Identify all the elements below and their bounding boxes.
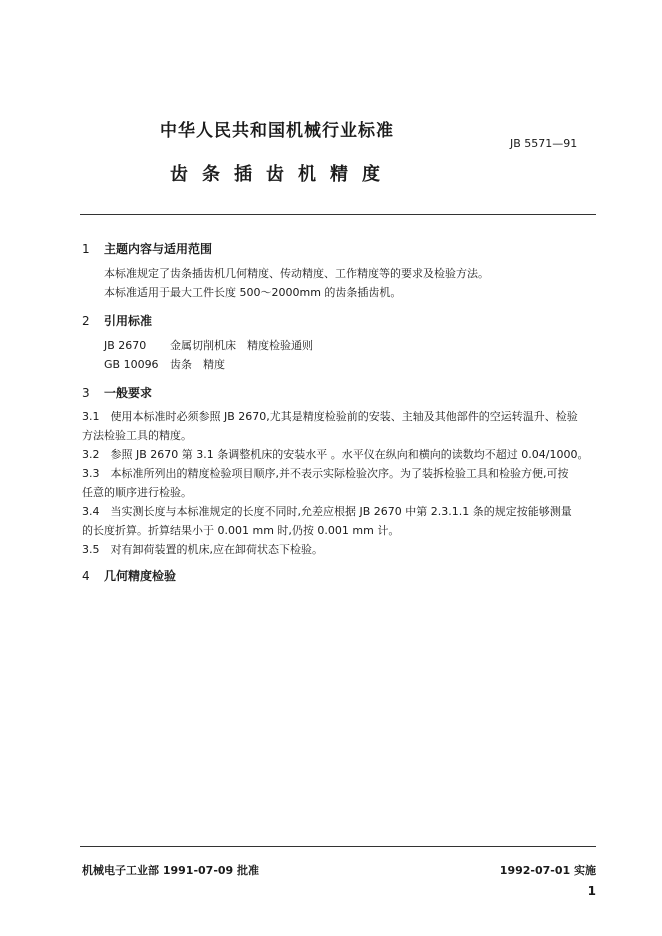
reference-item	[104, 337, 313, 353]
standard-code: JB 5571—91	[510, 137, 578, 150]
section-number: 3	[82, 386, 90, 400]
section-title: 一般要求	[104, 386, 153, 400]
approval-date: 机械电子工业部 1991-07-09 批准	[82, 864, 260, 877]
section-title: 几何精度检验	[104, 569, 177, 583]
clause-line: 3.2 参照 JB 2670 第 3.1 条调整机床的安装水平 。水平仪在纵向和横向的读数均不超过 0.04/1000。	[82, 448, 589, 461]
section-title: 引用标准	[104, 314, 153, 328]
section-number: 1	[82, 242, 90, 256]
reference-code: JB 2670	[104, 339, 147, 352]
section-1-heading	[82, 240, 212, 257]
clause-line: 3.4 当实测长度与本标准规定的长度不同时,允差应根据 JB 2670 中第 2.3.1.1 条的规定按能够测量	[82, 505, 572, 518]
section-number: 2	[82, 314, 90, 328]
clause-line: 的长度折算。折算结果小于 0.001 mm 时,仍按 0.001 mm 计。	[82, 524, 400, 537]
reference-title: 金属切削机床 精度检验通则	[170, 339, 313, 352]
section-3-heading	[82, 384, 152, 401]
implementation-date: 1992-07-01 实施	[499, 864, 596, 877]
section-4-heading	[82, 567, 176, 584]
reference-item	[104, 356, 225, 372]
clause-line: 任意的顺序进行检验。	[82, 486, 192, 499]
clause-line: 3.1 使用本标准时必须参照 JB 2670,尤其是精度检验前的安装、主轴及其他部件的空运转温升、检验	[82, 410, 578, 423]
section-number: 4	[82, 569, 90, 583]
document-title: 齿条插齿机精度	[170, 164, 394, 185]
paragraph: 本标准规定了齿条插齿机几何精度、传动精度、工作精度等的要求及检验方法。	[104, 267, 489, 280]
section-2-heading	[82, 312, 152, 329]
section-title: 主题内容与适用范围	[104, 242, 213, 256]
header-divider	[80, 214, 596, 215]
clause-line: 3.5 对有卸荷装置的机床,应在卸荷状态下检验。	[82, 543, 323, 556]
standard-title: 中华人民共和国机械行业标准	[160, 121, 394, 141]
reference-code: GB 10096	[104, 358, 159, 371]
footer-divider	[80, 846, 596, 847]
clause-line: 3.3 本标准所列出的精度检验项目顺序,并不表示实际检验次序。为了装拆检验工具和检验方便,可按	[82, 467, 569, 480]
clause-line: 方法检验工具的精度。	[82, 429, 192, 442]
reference-title: 齿条 精度	[170, 358, 225, 371]
page-number: 1	[587, 884, 596, 898]
paragraph: 本标准适用于最大工件长度 500～2000mm 的齿条插齿机。	[104, 286, 402, 299]
